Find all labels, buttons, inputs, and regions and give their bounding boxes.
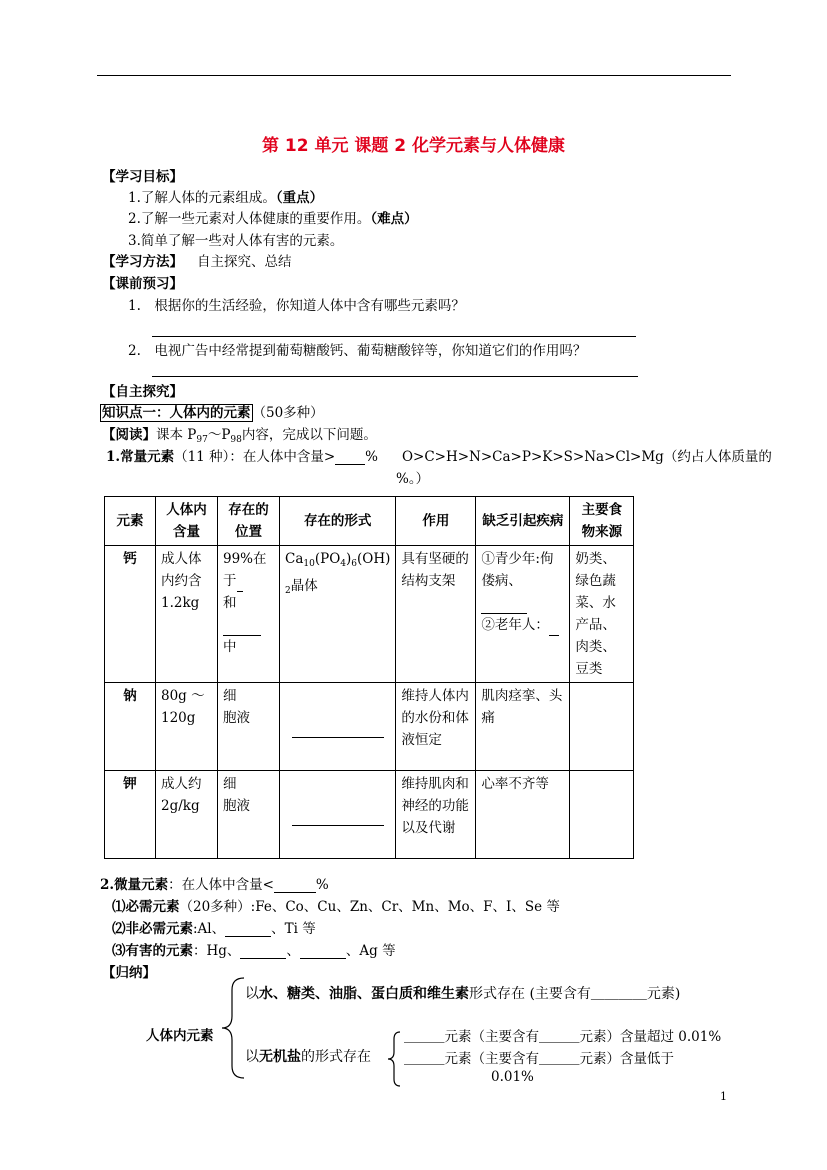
summary-branch-1 <box>245 983 680 1003</box>
ca-disease-blank-1[interactable] <box>481 599 527 614</box>
goal-1 <box>128 186 323 206</box>
essential-label: ⑴必需元素 <box>112 899 180 915</box>
goal-1-text: 1.了解人体的元素组成。 <box>128 190 276 206</box>
goal-3 <box>128 229 343 249</box>
ca-form-d: (OH) <box>357 551 391 567</box>
sub-brace-icon <box>386 1030 402 1088</box>
nonessential-label: ⑵非必需元素 <box>112 921 193 937</box>
harmful-line <box>112 939 396 959</box>
read-page-end: 98 <box>230 435 242 445</box>
b1-a: 以 <box>245 986 259 1002</box>
nonessential-b: 、Ti 等 <box>271 921 316 937</box>
harmful-a: ：Hg、 <box>193 943 241 959</box>
method-text: 自主探究、总结 <box>197 254 292 270</box>
cell-na-form <box>280 683 396 771</box>
essential-line <box>112 895 560 915</box>
cell-k-role: 维持肌肉和神经的功能以及代谢 <box>396 771 476 859</box>
nonessential-line <box>112 917 316 937</box>
page-number: 1 <box>720 1090 727 1103</box>
ca-pos-c: 中 <box>223 639 237 655</box>
kp1-line <box>100 401 324 421</box>
k-form-blank[interactable] <box>292 811 384 826</box>
macro-order: O>C>H>N>Ca>P>K>S>Na>Cl>Mg（约占人体质量的 <box>401 449 772 465</box>
read-tilde: ～P <box>207 427 231 443</box>
macro-blank[interactable] <box>335 450 365 465</box>
method-line <box>102 250 292 270</box>
micro-pct: % <box>315 877 329 893</box>
cell-k-disease: 心率不齐等 <box>476 771 570 859</box>
preview-q1: 1. 根据你的生活经验，你知道人体中含有哪些元素吗？ <box>128 298 465 314</box>
ca-pos-blank-1[interactable] <box>237 577 243 592</box>
method-heading: 【学习方法】 <box>102 254 183 270</box>
macro-line <box>106 445 772 465</box>
read-page-start: 97 <box>196 435 208 445</box>
essential-text: （20多种）:Fe、Co、Cu、Zn、Cr、Mn、Mo、F、I、Se 等 <box>179 899 560 915</box>
b2-a: 以 <box>245 1049 259 1065</box>
harmful-blank-1[interactable] <box>240 944 286 959</box>
ca-form-e: 晶体 <box>290 578 318 594</box>
b2-bold: 无机盐 <box>259 1049 301 1065</box>
answer-line-1 <box>152 336 636 337</box>
cell-na-amount: 80g ～120g <box>156 683 218 771</box>
goals-heading: 【学习目标】 <box>102 169 183 185</box>
micro-text: ：在人体中含量< <box>168 877 274 893</box>
table-row <box>105 683 634 771</box>
summary-heading: 【归纳】 <box>102 965 156 981</box>
goal-2 <box>128 207 418 227</box>
th-disease: 缺乏引起疾病 <box>476 497 570 546</box>
th-element: 元素 <box>105 497 156 546</box>
b2-b: 的形式存在 <box>301 1049 371 1065</box>
cell-ca-name: 钙 <box>105 546 156 683</box>
ca-disease-a: ①青少年:佝偻病、 <box>481 551 554 589</box>
harmful-c: 、Ag 等 <box>345 943 396 959</box>
harmful-blank-2[interactable] <box>300 944 346 959</box>
read-tag: 【阅读】 <box>102 427 156 443</box>
cell-ca-amount: 成人体内约含1.2kg <box>156 546 218 683</box>
th-role: 作用 <box>396 497 476 546</box>
cell-k-name: 钾 <box>105 771 156 859</box>
cell-k-position: 细 胞液 <box>218 771 280 859</box>
ca-form-c: ) <box>346 551 352 567</box>
read-text-a: 课本 P <box>156 427 197 443</box>
na-form-blank[interactable] <box>292 723 384 738</box>
nonessential-blank[interactable] <box>225 922 271 937</box>
cell-k-form <box>280 771 396 859</box>
ca-form-s3: 6 <box>351 559 358 569</box>
goal-2-tag: （难点） <box>370 211 418 227</box>
cell-ca-disease <box>476 546 570 683</box>
cell-na-role: 维持人体内的水份和体液恒定 <box>396 683 476 771</box>
th-amount: 人体内含量 <box>156 497 218 546</box>
harmful-label: ⑶有害的元素 <box>112 943 193 959</box>
ca-pos-a: 99%在于 <box>223 551 267 589</box>
cell-ca-position <box>218 546 280 683</box>
preview-q2: 2. 电视广告中经常提到葡萄糖酸钙、葡萄糖酸锌等，你知道它们的作用吗？ <box>128 343 587 359</box>
macro-end: %。） <box>396 471 430 487</box>
summary-c2: ＿＿＿元素（主要含有＿＿＿元素）含量低于 <box>404 1051 674 1067</box>
micro-label: 2.微量元素 <box>100 877 169 893</box>
cell-k-food <box>570 771 634 859</box>
ca-disease-blank-2[interactable] <box>549 621 559 636</box>
ca-form-a: Ca <box>285 551 304 567</box>
table-header-row <box>105 497 634 546</box>
harmful-b: 、 <box>286 943 300 959</box>
micro-line <box>100 873 329 893</box>
ca-form-s4: 2 <box>285 586 291 596</box>
answer-line-2 <box>152 376 638 377</box>
th-position: 存在的位置 <box>218 497 280 546</box>
macro-pct: % <box>365 449 378 465</box>
kp1-label: 知识点一：人体内的元素 <box>102 405 251 421</box>
cell-na-name: 钠 <box>105 683 156 771</box>
micro-blank[interactable] <box>274 878 316 893</box>
cell-ca-role: 具有坚硬的结构支架 <box>396 546 476 683</box>
preview-heading: 【课前预习】 <box>102 276 183 292</box>
table-row <box>105 546 634 683</box>
ca-form-b: (PO <box>314 551 341 567</box>
nonessential-a: :Al、 <box>193 921 226 937</box>
kp1-note: （50多种） <box>252 405 324 421</box>
th-food: 主要食物来源 <box>570 497 634 546</box>
cell-na-disease: 肌肉痉挛、头痛 <box>476 683 570 771</box>
page-title: 第 12 单元 课题 2 化学元素与人体健康 <box>261 136 566 156</box>
summary-c1: ＿＿＿元素（主要含有＿＿＿元素）含量超过 0.01% <box>404 1029 722 1045</box>
ca-form-s2: 4 <box>340 559 346 569</box>
elements-table <box>104 496 634 859</box>
read-line <box>102 423 377 445</box>
summary-root: 人体内元素 <box>146 1028 214 1044</box>
cell-na-position: 细 胞液 <box>218 683 280 771</box>
cell-ca-food: 奶类、绿色蔬菜、水产品、肉类、豆类 <box>570 546 634 683</box>
ca-disease-b: ②老年人： <box>481 617 549 633</box>
read-text-b: 内容，完成以下问题。 <box>241 427 377 443</box>
header-rule <box>97 75 731 76</box>
th-form: 存在的形式 <box>280 497 396 546</box>
cell-k-amount: 成人约2g/kg <box>156 771 218 859</box>
left-brace-icon <box>220 976 246 1080</box>
b1-bold: 水、糖类、油脂、蛋白质和维生素 <box>259 986 469 1002</box>
summary-branch-2 <box>245 1046 371 1066</box>
ca-pos-blank-2[interactable] <box>223 621 261 636</box>
goal-1-tag: （重点） <box>275 190 324 206</box>
ca-pos-b: 和 <box>223 595 237 611</box>
goal-3-text: 3.简单了解一些对人体有害的元素。 <box>128 233 344 249</box>
macro-text: （11 种）：在人体中含量> <box>174 449 336 465</box>
table-row <box>105 771 634 859</box>
summary-c2-tail: 0.01% <box>491 1069 534 1085</box>
ca-form-s1: 10 <box>303 559 315 569</box>
b1-b: 形式存在 (主要含有＿＿＿＿元素) <box>469 986 681 1002</box>
cell-ca-form <box>280 546 396 683</box>
cell-na-food <box>570 683 634 771</box>
explore-heading: 【自主探究】 <box>102 384 183 400</box>
goal-2-text: 2.了解一些元素对人体健康的重要作用。 <box>128 211 371 227</box>
macro-label: 1.常量元素 <box>106 449 175 465</box>
